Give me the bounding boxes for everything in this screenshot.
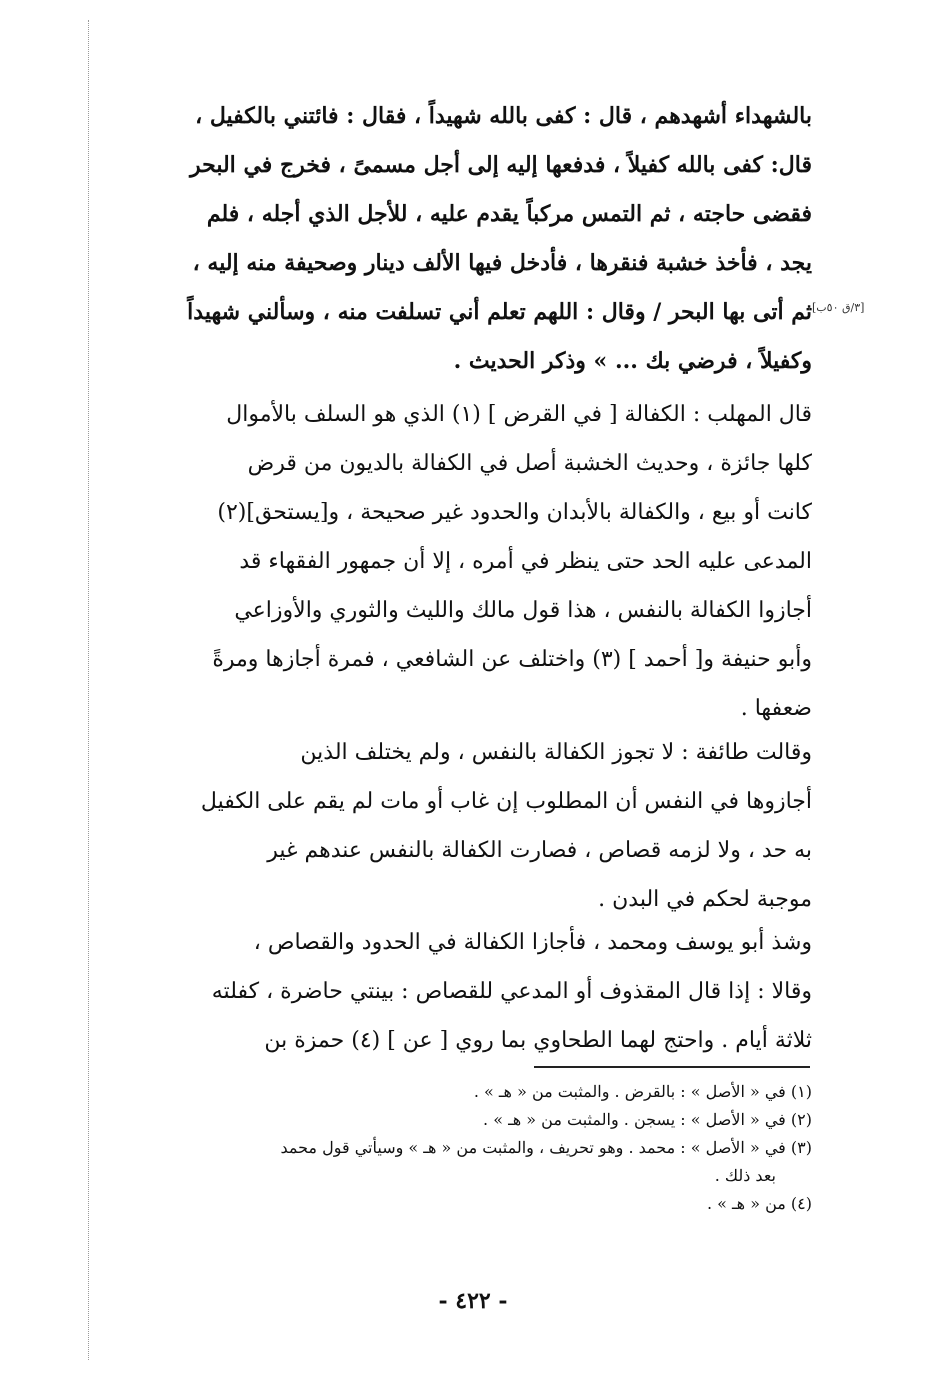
- paragraph-abu-yusuf: [112, 918, 812, 1065]
- paragraph-taifa: [112, 728, 812, 924]
- text-line: ثم أتى بها البحر / وقال : اللهم تعلم أني تسلفت منه ، وسألني شهيداً: [187, 299, 812, 325]
- footnote: (٣) في « الأصل » : محمد . وهو تحريف ، والمثبت من « هـ » وسيأتي قول محمد: [280, 1138, 812, 1157]
- text-line: المدعى عليه الحد حتى ينظر في أمره ، إلا أن جمهور الفقهاء قد: [239, 549, 812, 574]
- text-line: به حد ، ولا لزمه قصاص ، فصارت الكفالة بالنفس عندهم غير: [267, 838, 812, 863]
- text-line: كانت أو بيع ، والكفالة بالأبدان والحدود غير صحيحة ، و[يستحق](٢): [217, 500, 812, 525]
- text-line: أجازوها في النفس أن المطلوب إن غاب أو مات لم يقم على الكفيل: [200, 789, 812, 814]
- hadith-quote-block: [112, 92, 812, 386]
- text-line: قال: كفى بالله كفيلاً ، فدفعها إليه إلى أجل مسمىً ، فخرج في البحر: [190, 152, 812, 178]
- text-line: موجبة لحكم في البدن .: [598, 887, 812, 912]
- manuscript-folio-note: [٣/ق ٥٠ب]: [812, 301, 865, 314]
- text-line: وقالت طائفة : لا تجوز الكفالة بالنفس ، ولم يختلف الذين: [300, 740, 812, 765]
- text-line: يجد ، فأخذ خشبة فنقرها ، فأدخل فيها الألف دينار وصحيفة منه إليه ،: [192, 250, 812, 276]
- text-line: وأبو حنيفة و[ أحمد ] (٣) واختلف عن الشافعي ، فمرة أجازها ومرةً: [212, 647, 812, 672]
- text-line: وقالا : إذا قال المقذوف أو المدعي للقصاص : بينتي حاضرة ، كفلته: [211, 979, 812, 1004]
- text-line: قال المهلب : الكفالة [ في القرض ] (١) الذي هو السلف بالأموال: [226, 402, 812, 427]
- text-line: فقضى حاجته ، ثم التمس مركباً يقدم عليه ، للأجل الذي أجله ، فلم: [206, 201, 812, 227]
- footnote: (١) في « الأصل » : بالقرض . والمثبت من « هـ » .: [473, 1082, 812, 1101]
- text-line: ثلاثة أيام . واحتج لهما الطحاوي بما روي [ عن ] (٤) حمزة بن: [264, 1028, 812, 1053]
- paragraph-muhallab: [112, 390, 812, 733]
- page-number: - ٤٢٢ -: [438, 1288, 508, 1314]
- text-line: كلها جائزة ، وحديث الخشبة أصل في الكفالة بالديون من قرض: [247, 451, 812, 476]
- footnote-divider: [534, 1066, 810, 1068]
- text-line: ضعفها .: [740, 696, 812, 721]
- text-line: أجازوا الكفالة بالنفس ، هذا قول مالك والليث والثوري والأوزاعي: [234, 598, 812, 623]
- footnote: (٤) من « هـ » .: [706, 1194, 812, 1213]
- footnote-continuation: بعد ذلك .: [714, 1166, 776, 1185]
- text-line: وكفيلاً ، فرضي بك ... » وذكر الحديث .: [453, 348, 812, 374]
- footnote: (٢) في « الأصل » : يسجن . والمثبت من « هـ » .: [483, 1110, 812, 1129]
- margin-rule: [88, 20, 89, 1360]
- text-line: بالشهداء أشهدهم ، قال : كفى بالله شهيداً ، فقال : فائتني بالكفيل ،: [195, 103, 812, 129]
- footnotes: [112, 1078, 812, 1218]
- text-line: وشذ أبو يوسف ومحمد ، فأجازا الكفالة في الحدود والقصاص ،: [253, 930, 812, 955]
